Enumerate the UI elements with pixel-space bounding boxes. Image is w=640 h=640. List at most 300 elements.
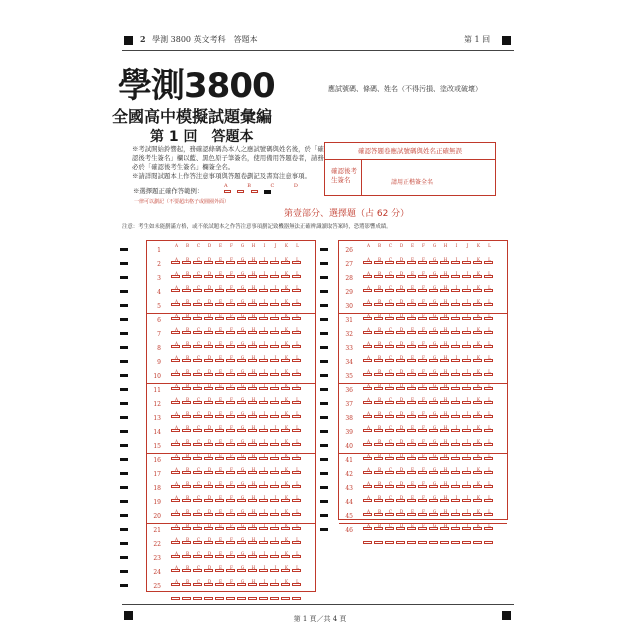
answer-bubble[interactable] — [270, 597, 279, 600]
choice-letter: L — [488, 313, 491, 318]
answer-bubble[interactable] — [363, 541, 372, 544]
choice-letter: F — [230, 313, 233, 318]
timing-mark — [320, 528, 328, 531]
question-number: 1 — [157, 247, 161, 254]
choice-letters — [363, 257, 495, 262]
choice-letter: L — [488, 383, 491, 388]
answer-bubble[interactable] — [215, 597, 224, 600]
choice-letter: J — [274, 537, 277, 542]
choice-letter: I — [263, 397, 266, 402]
choice-letter: E — [218, 439, 223, 444]
choice-letter: K — [284, 523, 289, 528]
choice-letter: I — [455, 453, 458, 458]
choice-letters — [363, 439, 495, 444]
choice-letter: I — [455, 509, 458, 514]
choice-letter: L — [488, 453, 491, 458]
choice-letter: G — [432, 467, 437, 472]
choice-letters — [363, 383, 495, 388]
answer-row — [147, 425, 315, 439]
choice-letter: L — [296, 439, 299, 444]
choice-letter: D — [207, 313, 212, 318]
choice-letter: L — [296, 481, 299, 486]
choice-letter: E — [218, 565, 223, 570]
answer-bubble[interactable] — [204, 597, 213, 600]
timing-mark — [320, 360, 328, 363]
answer-row — [147, 579, 315, 593]
choice-letters — [363, 369, 495, 374]
choice-letter: L — [488, 523, 491, 528]
choice-letter: L — [488, 509, 491, 514]
answer-row — [147, 355, 315, 369]
timing-mark — [120, 374, 128, 377]
answer-row — [339, 257, 507, 271]
choice-letters — [363, 411, 495, 416]
choice-letter: J — [466, 271, 469, 276]
answer-row — [339, 271, 507, 285]
choice-letter: K — [476, 439, 481, 444]
choice-letter: F — [230, 257, 233, 262]
answer-row — [147, 509, 315, 523]
choice-letter: C — [388, 299, 393, 304]
choice-letter: J — [466, 369, 469, 374]
timing-mark — [320, 388, 328, 391]
choice-letter: L — [488, 285, 491, 290]
answer-row — [339, 425, 507, 439]
choice-letter: E — [218, 495, 223, 500]
choice-letter: H — [251, 369, 256, 374]
choice-letters — [171, 467, 303, 472]
choice-letter: I — [455, 425, 458, 430]
choice-letter: I — [263, 355, 266, 360]
choice-letter: A — [174, 537, 179, 542]
question-number: 16 — [153, 457, 161, 464]
choice-letter: A — [366, 271, 371, 276]
answer-bubble[interactable] — [396, 541, 405, 544]
choice-letter: B — [185, 523, 190, 528]
choice-letter: B — [185, 355, 190, 360]
footer-rule — [122, 604, 514, 605]
choice-letter: E — [218, 327, 223, 332]
timing-mark — [120, 514, 128, 517]
choice-letter: L — [296, 551, 299, 556]
answer-row — [339, 313, 507, 327]
answer-bubble[interactable] — [237, 597, 246, 600]
timing-mark — [120, 304, 128, 307]
answer-row — [339, 509, 507, 523]
choice-letter: F — [230, 509, 233, 514]
choice-letter: H — [251, 509, 256, 514]
choice-letter: K — [284, 341, 289, 346]
choice-letter: B — [185, 243, 190, 248]
answer-bubble[interactable] — [429, 541, 438, 544]
choice-letter: C — [196, 243, 201, 248]
answer-bubble[interactable] — [374, 541, 383, 544]
choice-letter: J — [274, 439, 277, 444]
answer-bubble[interactable] — [473, 541, 482, 544]
timing-mark — [120, 542, 128, 545]
choice-letter: H — [251, 243, 256, 248]
choice-letter: B — [185, 285, 190, 290]
choice-letter: K — [284, 579, 289, 584]
choice-letter: G — [240, 551, 245, 556]
choice-letters — [171, 327, 303, 332]
choice-letter: I — [455, 243, 458, 248]
question-number: 25 — [153, 583, 161, 590]
choice-letter: I — [455, 397, 458, 402]
choice-letter: D — [207, 453, 212, 458]
choice-letter: D — [207, 285, 212, 290]
choice-letter: J — [274, 327, 277, 332]
choice-letter: A — [366, 369, 371, 374]
timing-mark — [120, 276, 128, 279]
answer-bubble[interactable] — [484, 541, 493, 544]
choice-letter: F — [422, 327, 425, 332]
choice-letter: J — [274, 341, 277, 346]
choice-letter: H — [251, 537, 256, 542]
choice-letter: A — [174, 453, 179, 458]
question-number: 37 — [345, 401, 353, 408]
answer-bubble[interactable] — [259, 597, 268, 600]
choice-letter: J — [274, 271, 277, 276]
answer-row — [339, 327, 507, 341]
choice-letter: H — [251, 495, 256, 500]
answer-row — [339, 369, 507, 383]
answer-bubble[interactable] — [462, 541, 471, 544]
choice-letter: G — [432, 383, 437, 388]
question-number: 22 — [153, 541, 161, 548]
choice-letter: L — [488, 481, 491, 486]
choice-letter: F — [422, 369, 425, 374]
choice-letters — [363, 243, 495, 248]
answer-row — [147, 271, 315, 285]
choice-letters — [171, 579, 303, 584]
choice-letter: F — [230, 537, 233, 542]
choice-letter: A — [174, 551, 179, 556]
choice-letter: L — [296, 341, 299, 346]
choice-letter: I — [455, 481, 458, 486]
timing-mark — [120, 248, 128, 251]
choice-letter: H — [251, 271, 256, 276]
answer-bubble[interactable] — [193, 597, 202, 600]
choice-letter: I — [263, 383, 266, 388]
choice-letter: A — [174, 411, 179, 416]
question-number: 32 — [345, 331, 353, 338]
alignment-mark — [502, 611, 511, 620]
choice-letters — [171, 565, 303, 570]
choice-letter: G — [240, 425, 245, 430]
choice-letter: B — [377, 369, 382, 374]
choice-letter: F — [422, 313, 425, 318]
question-number: 17 — [153, 471, 161, 478]
choice-letter: E — [218, 537, 223, 542]
question-number: 14 — [153, 429, 161, 436]
choice-letter: A — [174, 355, 179, 360]
choice-letters — [171, 509, 303, 514]
answer-bubble[interactable] — [226, 597, 235, 600]
barcode-note: 應試號碼、條碼、姓名（不得污損、塗改或破壞） — [328, 85, 482, 93]
choice-letter: I — [455, 313, 458, 318]
answer-bubble[interactable] — [182, 597, 191, 600]
sample-letters: A B C D — [224, 183, 307, 189]
choice-letters — [171, 495, 303, 500]
choice-letter: K — [284, 397, 289, 402]
choice-letter: C — [196, 453, 201, 458]
choice-letter: A — [174, 341, 179, 346]
choice-letter: F — [422, 439, 425, 444]
choice-letter: B — [185, 509, 190, 514]
answer-bubble[interactable] — [171, 597, 180, 600]
choice-letter: I — [455, 299, 458, 304]
timing-mark — [120, 486, 128, 489]
choice-letter: I — [455, 439, 458, 444]
choice-letter: F — [422, 467, 425, 472]
answer-row — [339, 481, 507, 495]
choice-letter: C — [388, 285, 393, 290]
timing-mark — [120, 346, 128, 349]
choice-letter: A — [366, 299, 371, 304]
choice-letter: I — [263, 313, 266, 318]
choice-letters — [171, 341, 303, 346]
choice-letter: G — [432, 243, 437, 248]
choice-letter: E — [218, 425, 223, 430]
answer-row — [147, 439, 315, 453]
choice-letter: G — [432, 341, 437, 346]
choice-letter: K — [284, 271, 289, 276]
choice-letter: L — [488, 243, 491, 248]
choice-letter: C — [388, 453, 393, 458]
choice-letter: L — [296, 383, 299, 388]
question-number: 31 — [345, 317, 353, 324]
choice-letter: B — [377, 383, 382, 388]
choice-letter: F — [230, 495, 233, 500]
choice-letter: K — [476, 341, 481, 346]
choice-letter: K — [476, 369, 481, 374]
answer-bubble[interactable] — [385, 541, 394, 544]
choice-letter: H — [443, 509, 448, 514]
answer-column-right — [338, 240, 508, 534]
choice-letter: D — [399, 369, 404, 374]
choice-letter: A — [366, 481, 371, 486]
choice-letter: E — [410, 313, 415, 318]
choice-letter: G — [432, 439, 437, 444]
choice-letter: B — [377, 341, 382, 346]
choice-letter: H — [251, 481, 256, 486]
timing-mark — [320, 332, 328, 335]
choice-letter: B — [185, 453, 190, 458]
timing-mark — [120, 430, 128, 433]
choice-letter: E — [218, 299, 223, 304]
choice-letter: C — [196, 383, 201, 388]
choice-letter: K — [476, 383, 481, 388]
question-number: 21 — [153, 527, 161, 534]
choice-letter: E — [218, 257, 223, 262]
timing-mark — [320, 276, 328, 279]
choice-letters — [171, 271, 303, 276]
choice-letter: G — [240, 313, 245, 318]
choice-letter: C — [388, 243, 393, 248]
question-number: 28 — [345, 275, 353, 282]
question-number: 46 — [345, 527, 353, 534]
choice-letter: I — [455, 369, 458, 374]
timing-mark — [120, 472, 128, 475]
question-number: 38 — [345, 415, 353, 422]
choice-letter: F — [230, 439, 233, 444]
choice-letter: K — [284, 369, 289, 374]
choice-letter: E — [218, 243, 223, 248]
choice-letter: D — [399, 355, 404, 360]
choice-letter: H — [443, 257, 448, 262]
choice-letter: G — [432, 257, 437, 262]
choice-letter: E — [218, 551, 223, 556]
choice-letter: H — [443, 481, 448, 486]
question-number: 11 — [153, 387, 161, 394]
choice-letter: F — [422, 341, 425, 346]
answer-row — [147, 243, 315, 257]
answer-row — [147, 257, 315, 271]
question-number: 2 — [157, 261, 161, 268]
choice-letter: E — [218, 355, 223, 360]
answer-bubble[interactable] — [451, 541, 460, 544]
question-number: 29 — [345, 289, 353, 296]
choice-letter: H — [251, 579, 256, 584]
choice-letter: A — [366, 285, 371, 290]
choice-letter: H — [251, 299, 256, 304]
choice-letter: G — [432, 271, 437, 276]
choice-letter: K — [284, 439, 289, 444]
choice-letter: D — [207, 341, 212, 346]
answer-bubble[interactable] — [281, 597, 290, 600]
choice-letter: D — [399, 257, 404, 262]
choice-letter: D — [207, 565, 212, 570]
choice-letter: J — [274, 425, 277, 430]
choice-letter: D — [207, 551, 212, 556]
choice-letter: D — [207, 327, 212, 332]
choice-letter: C — [196, 439, 201, 444]
choice-letter: C — [196, 355, 201, 360]
choice-letter: L — [488, 411, 491, 416]
answer-row — [339, 243, 507, 257]
timing-mark — [320, 262, 328, 265]
choice-letter: E — [410, 271, 415, 276]
choice-letter: H — [251, 425, 256, 430]
choice-letter: D — [207, 495, 212, 500]
choice-letter: J — [274, 383, 277, 388]
choice-letters — [363, 481, 495, 486]
choice-letter: F — [422, 285, 425, 290]
question-number: 36 — [345, 387, 353, 394]
choice-letter: H — [251, 551, 256, 556]
timing-mark — [320, 304, 328, 307]
choice-letter: D — [207, 369, 212, 374]
book-logo-title: 學測3800 — [118, 66, 275, 106]
choice-letter: C — [196, 495, 201, 500]
question-number: 27 — [345, 261, 353, 268]
header-page-number: 2 — [140, 34, 146, 44]
choice-letter: H — [251, 383, 256, 388]
choice-letter: K — [284, 299, 289, 304]
choice-letter: A — [174, 467, 179, 472]
choice-letter: B — [185, 495, 190, 500]
choice-letter: G — [432, 355, 437, 360]
page-header — [0, 34, 640, 48]
choice-letter: I — [455, 355, 458, 360]
answer-bubble[interactable] — [440, 541, 449, 544]
choice-letter: C — [196, 299, 201, 304]
book-subtitle: 全國高中模擬試題彙編 — [112, 107, 273, 126]
choice-letter: H — [443, 313, 448, 318]
choice-letters — [363, 467, 495, 472]
choice-letter: J — [274, 397, 277, 402]
choice-letter: G — [240, 299, 245, 304]
choice-letter: A — [366, 467, 371, 472]
choice-letters — [171, 439, 303, 444]
question-number: 8 — [157, 345, 161, 352]
choice-letter: H — [251, 257, 256, 262]
choice-letter: K — [476, 271, 481, 276]
choice-letter: L — [296, 285, 299, 290]
choice-letter: H — [251, 439, 256, 444]
answer-bubble[interactable] — [292, 597, 301, 600]
choice-letter: J — [274, 299, 277, 304]
choice-letter: B — [377, 481, 382, 486]
page-footer: 第 1 頁／共 4 頁 — [293, 615, 347, 623]
choice-letter: H — [251, 411, 256, 416]
choice-letter: H — [443, 397, 448, 402]
answer-bubble[interactable] — [418, 541, 427, 544]
choice-letter: K — [284, 313, 289, 318]
choice-letter: H — [251, 341, 256, 346]
choice-letter: L — [296, 411, 299, 416]
question-number: 12 — [153, 401, 161, 408]
question-number: 30 — [345, 303, 353, 310]
timing-mark — [320, 318, 328, 321]
choice-letter: I — [263, 285, 266, 290]
choice-letter: H — [251, 467, 256, 472]
choice-letter: A — [366, 495, 371, 500]
answer-bubbles — [363, 529, 495, 548]
choice-letter: E — [218, 285, 223, 290]
answer-row — [339, 383, 507, 397]
choice-letter: B — [185, 467, 190, 472]
choice-letter: D — [207, 257, 212, 262]
choice-letter: D — [399, 383, 404, 388]
question-number: 33 — [345, 345, 353, 352]
sample-filled-bubble — [264, 190, 271, 194]
choice-letter: I — [263, 537, 266, 542]
choice-letter: J — [274, 243, 277, 248]
choice-letter: K — [284, 495, 289, 500]
choice-letter: I — [263, 509, 266, 514]
choice-letter: B — [185, 271, 190, 276]
choice-letter: G — [432, 299, 437, 304]
choice-letter: A — [174, 383, 179, 388]
answer-bubble[interactable] — [407, 541, 416, 544]
question-number: 9 — [157, 359, 161, 366]
answer-bubble[interactable] — [248, 597, 257, 600]
choice-letter: K — [284, 509, 289, 514]
signature-field[interactable]: 請用正楷簽全名 — [391, 179, 434, 186]
choice-letter: J — [466, 481, 469, 486]
choice-letter: B — [377, 453, 382, 458]
choice-letter: H — [251, 327, 256, 332]
choice-letter: L — [296, 453, 299, 458]
choice-letter: B — [377, 285, 382, 290]
choice-letter: E — [218, 453, 223, 458]
choice-letter: B — [185, 579, 190, 584]
answer-row — [147, 299, 315, 313]
choice-letter: H — [251, 453, 256, 458]
choice-letter: G — [240, 495, 245, 500]
